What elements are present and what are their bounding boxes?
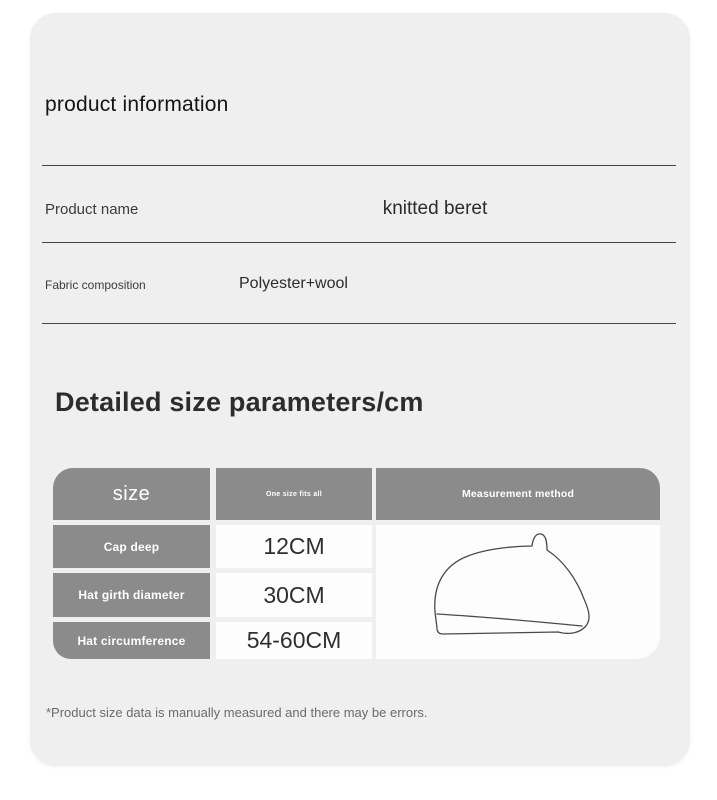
product-name-label: Product name [45,201,139,218]
size-table-row-label: Hat girth diameter [53,573,210,617]
size-parameters-title: Detailed size parameters/cm [55,387,424,417]
size-table-row-value: 54-60CM [216,622,372,659]
divider [42,323,676,324]
product-information-title: product information [45,93,229,116]
measurement-method-cell [376,525,660,659]
fabric-composition-value: Polyester+wool [239,275,348,292]
size-table-row-value: 12CM [216,525,372,568]
size-table-header-one-size: One size fits all [216,468,372,520]
size-table-row-label: Hat circumference [53,622,210,659]
fabric-composition-label: Fabric composition [45,278,146,292]
product-name-value: knitted beret [382,198,488,219]
size-table-header-size: size [53,468,210,520]
divider [42,242,676,243]
product-sheet-card [30,13,690,766]
size-table-row-value: 30CM [216,573,372,617]
divider [42,165,676,166]
size-disclaimer-footnote: *Product size data is manually measured and there may be errors. [46,705,428,720]
beret-illustration-icon [376,525,660,659]
size-table-row-label: Cap deep [53,525,210,568]
size-table-header-measurement-method: Measurement method [376,468,660,520]
